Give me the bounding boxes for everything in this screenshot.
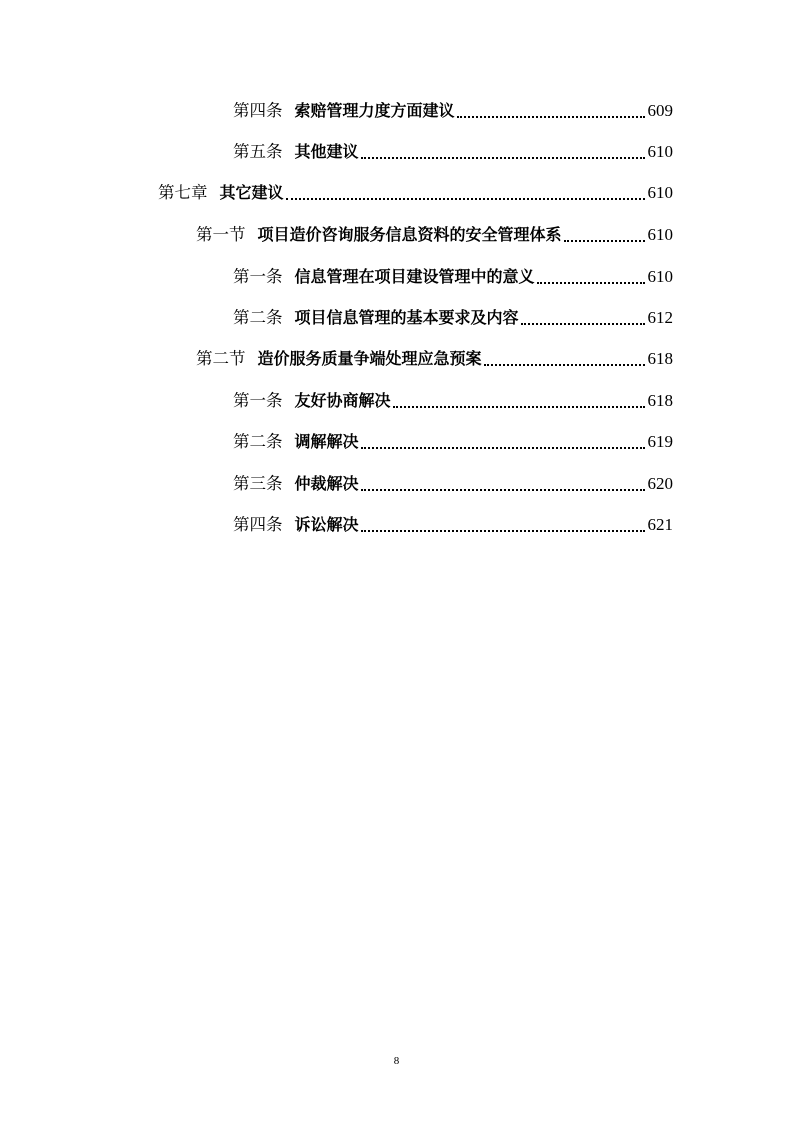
toc-entry-title: 调解解决 <box>294 432 359 451</box>
toc-entry-number: 第三条 <box>233 474 283 493</box>
toc-entry-number: 第七章 <box>158 183 208 202</box>
toc-entry-title: 索赔管理力度方面建议 <box>294 101 455 120</box>
toc-dot-leader <box>537 270 645 284</box>
toc-entry-page: 610 <box>647 267 673 286</box>
toc-entry[interactable] <box>196 220 673 246</box>
toc-entry-page: 619 <box>647 432 673 451</box>
toc-entry-number: 第一条 <box>233 391 283 410</box>
toc-entry-number: 第一节 <box>196 225 246 244</box>
toc-entry-title: 造价服务质量争端处理应急预案 <box>257 349 482 368</box>
toc-entry-number: 第一条 <box>233 267 283 286</box>
toc-entry-title: 项目造价咨询服务信息资料的安全管理体系 <box>257 225 562 244</box>
toc-entry-page: 618 <box>647 391 673 410</box>
toc-entry-title: 其它建议 <box>219 183 284 202</box>
toc-entry-number: 第二条 <box>233 308 283 327</box>
toc-dot-leader <box>361 518 645 532</box>
toc-entry[interactable] <box>158 178 673 204</box>
toc-entry-title: 诉讼解决 <box>294 515 359 534</box>
toc-dot-leader <box>521 311 645 325</box>
toc-entry[interactable] <box>233 386 673 412</box>
toc-entry[interactable] <box>233 137 673 163</box>
toc-dot-leader <box>393 394 645 408</box>
toc-entry-number: 第五条 <box>233 142 283 161</box>
toc-entry-page: 610 <box>647 142 673 161</box>
toc-entry-number: 第二节 <box>196 349 246 368</box>
toc-entry-page: 618 <box>647 349 673 368</box>
toc-entry-title: 仲裁解决 <box>294 474 359 493</box>
toc-dot-leader <box>484 352 645 366</box>
toc-entry-title: 友好协商解决 <box>294 391 391 410</box>
toc-entry-title: 项目信息管理的基本要求及内容 <box>294 308 519 327</box>
toc-entry-page: 610 <box>647 183 673 202</box>
toc-dot-leader <box>564 228 645 242</box>
toc-entry[interactable] <box>196 344 673 370</box>
toc-entry[interactable] <box>233 262 673 288</box>
toc-entry[interactable] <box>233 303 673 329</box>
toc-entry[interactable] <box>233 469 673 495</box>
toc-entry[interactable] <box>233 510 673 536</box>
toc-dot-leader <box>361 435 645 449</box>
toc-entry-title: 其他建议 <box>294 142 359 161</box>
toc-entry-page: 620 <box>647 474 673 493</box>
toc-entry-number: 第四条 <box>233 101 283 120</box>
toc-entry-title: 信息管理在项目建设管理中的意义 <box>294 267 535 286</box>
toc-dot-leader <box>286 186 645 200</box>
toc-entry-page: 610 <box>647 225 673 244</box>
toc-entry-number: 第二条 <box>233 432 283 451</box>
toc-entry-page: 621 <box>647 515 673 534</box>
toc-dot-leader <box>361 477 645 491</box>
toc-entry-page: 612 <box>647 308 673 327</box>
page-number: 8 <box>393 1055 400 1067</box>
toc-dot-leader <box>361 145 645 159</box>
toc-entry[interactable] <box>233 96 673 122</box>
toc-entry-page: 609 <box>647 101 673 120</box>
toc-entry-number: 第四条 <box>233 515 283 534</box>
toc-dot-leader <box>457 104 645 118</box>
toc-entry[interactable] <box>233 427 673 453</box>
